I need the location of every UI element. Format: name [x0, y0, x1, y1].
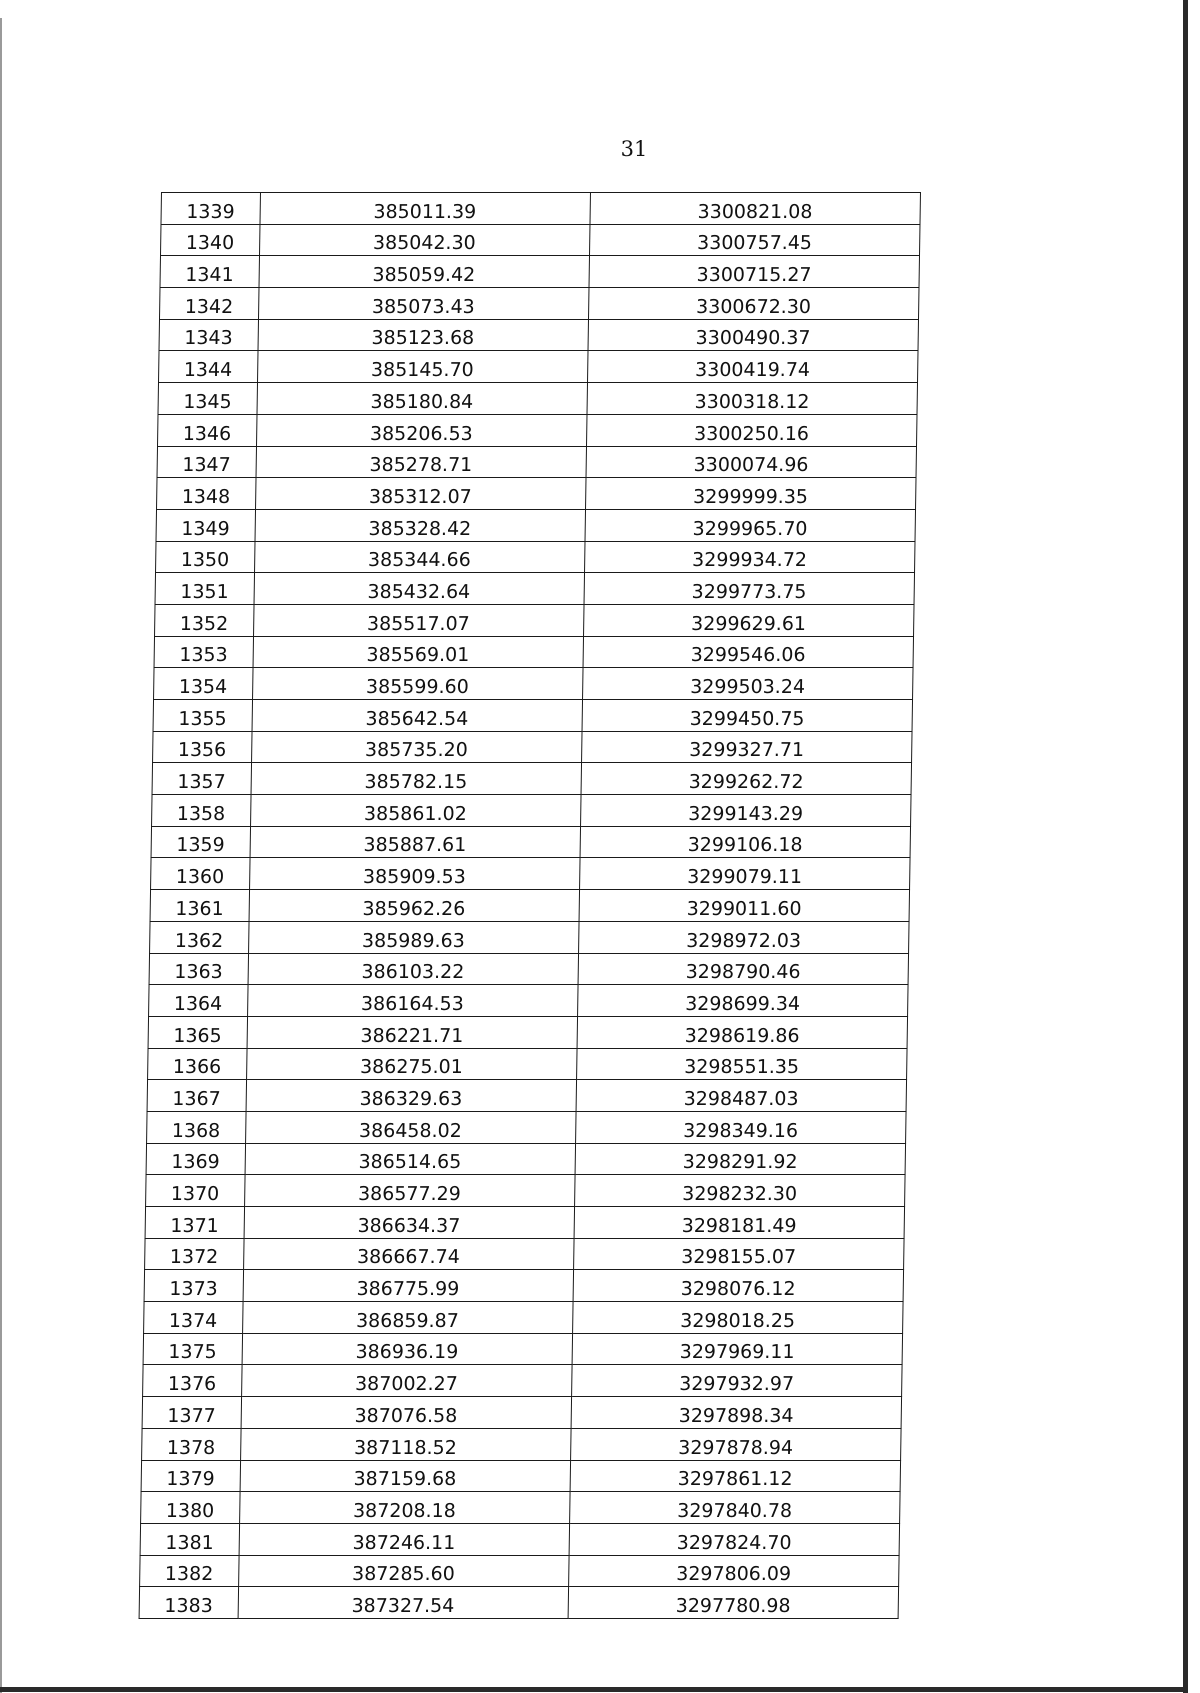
table-row: [142, 1428, 901, 1460]
y-coordinate-cell: 3298181.49: [574, 1207, 905, 1239]
point-id-cell: 1368: [147, 1111, 246, 1143]
table-row: [157, 446, 916, 478]
y-coordinate-cell: 3299450.75: [582, 700, 913, 732]
table-row: [146, 1143, 905, 1175]
x-coordinate-cell: 385145.70: [257, 351, 588, 383]
point-id-cell: 1361: [150, 890, 249, 922]
point-id-cell: 1379: [141, 1460, 240, 1492]
x-coordinate-cell: 385432.64: [254, 573, 585, 605]
point-id-cell: 1359: [151, 826, 250, 858]
y-coordinate-cell: 3300715.27: [589, 256, 920, 288]
coordinate-table: [139, 192, 921, 1619]
page-number: 31: [620, 137, 648, 161]
x-coordinate-cell: 386329.63: [246, 1080, 577, 1112]
table-row: [160, 224, 919, 256]
table-row: [155, 604, 914, 636]
y-coordinate-cell: 3297840.78: [569, 1492, 900, 1524]
point-id-cell: 1374: [144, 1302, 243, 1334]
x-coordinate-cell: 385312.07: [255, 478, 586, 510]
point-id-cell: 1346: [158, 414, 257, 446]
x-coordinate-cell: 386667.74: [243, 1238, 574, 1270]
y-coordinate-cell: 3299106.18: [580, 826, 911, 858]
x-coordinate-cell: 385909.53: [249, 858, 580, 890]
coordinate-table-body: [139, 193, 920, 1619]
table-row: [159, 351, 918, 383]
table-row: [153, 731, 912, 763]
y-coordinate-cell: 3298972.03: [578, 921, 909, 953]
scan-right-edge: [1183, 0, 1188, 1693]
y-coordinate-cell: 3299999.35: [585, 478, 916, 510]
point-id-cell: 1382: [140, 1555, 239, 1587]
table-row: [152, 795, 911, 827]
y-coordinate-cell: 3298076.12: [573, 1270, 904, 1302]
point-id-cell: 1348: [157, 478, 256, 510]
x-coordinate-cell: 386514.65: [245, 1143, 576, 1175]
point-id-cell: 1378: [142, 1428, 241, 1460]
point-id-cell: 1380: [141, 1492, 240, 1524]
y-coordinate-cell: 3297932.97: [571, 1365, 902, 1397]
y-coordinate-cell: 3300318.12: [587, 383, 918, 415]
y-coordinate-cell: 3300419.74: [587, 351, 918, 383]
table-row: [145, 1238, 904, 1270]
y-coordinate-cell: 3298790.46: [578, 953, 909, 985]
table-row: [160, 256, 919, 288]
table-row: [157, 478, 916, 510]
point-id-cell: 1351: [155, 573, 254, 605]
y-coordinate-cell: 3300672.30: [588, 288, 919, 320]
point-id-cell: 1372: [145, 1238, 244, 1270]
y-coordinate-cell: 3297824.70: [569, 1523, 900, 1555]
table-row: [140, 1523, 899, 1555]
y-coordinate-cell: 3298349.16: [575, 1111, 906, 1143]
y-coordinate-cell: 3299546.06: [583, 636, 914, 668]
table-row: [144, 1302, 903, 1334]
table-row: [154, 636, 913, 668]
x-coordinate-cell: 385642.54: [252, 700, 583, 732]
y-coordinate-cell: 3299629.61: [583, 604, 914, 636]
x-coordinate-cell: 387327.54: [238, 1587, 569, 1619]
x-coordinate-cell: 385782.15: [251, 763, 582, 795]
y-coordinate-cell: 3298018.25: [572, 1302, 903, 1334]
table-row: [142, 1397, 901, 1429]
x-coordinate-cell: 385180.84: [257, 383, 588, 415]
table-row: [149, 985, 908, 1017]
y-coordinate-cell: 3300490.37: [588, 319, 919, 351]
point-id-cell: 1345: [158, 383, 257, 415]
x-coordinate-cell: 385962.26: [249, 890, 580, 922]
y-coordinate-cell: 3297878.94: [570, 1428, 901, 1460]
x-coordinate-cell: 385278.71: [256, 446, 587, 478]
x-coordinate-cell: 387159.68: [240, 1460, 571, 1492]
x-coordinate-cell: 385887.61: [250, 826, 581, 858]
table-row: [149, 953, 908, 985]
x-coordinate-cell: 385011.39: [260, 193, 591, 225]
point-id-cell: 1350: [156, 541, 255, 573]
point-id-cell: 1340: [160, 224, 259, 256]
table-row: [146, 1175, 905, 1207]
y-coordinate-cell: 3300074.96: [586, 446, 917, 478]
table-row: [148, 1048, 907, 1080]
scan-bottom-edge: [0, 1687, 1188, 1692]
table-row: [145, 1207, 904, 1239]
table-row: [141, 1460, 900, 1492]
point-id-cell: 1360: [151, 858, 250, 890]
table-row: [141, 1492, 900, 1524]
point-id-cell: 1344: [159, 351, 258, 383]
table-row: [150, 921, 909, 953]
x-coordinate-cell: 387208.18: [239, 1492, 570, 1524]
point-id-cell: 1381: [140, 1523, 239, 1555]
x-coordinate-cell: 386458.02: [245, 1111, 576, 1143]
point-id-cell: 1349: [156, 509, 255, 541]
x-coordinate-cell: 387118.52: [240, 1428, 571, 1460]
x-coordinate-cell: 387076.58: [241, 1397, 572, 1429]
y-coordinate-cell: 3298699.34: [577, 985, 908, 1017]
y-coordinate-cell: 3298155.07: [573, 1238, 904, 1270]
scan-left-edge: [0, 18, 2, 1693]
y-coordinate-cell: 3297806.09: [568, 1555, 899, 1587]
x-coordinate-cell: 385569.01: [253, 636, 584, 668]
point-id-cell: 1341: [160, 256, 259, 288]
table-row: [156, 509, 915, 541]
y-coordinate-cell: 3299011.60: [579, 890, 910, 922]
y-coordinate-cell: 3299079.11: [579, 858, 910, 890]
point-id-cell: 1377: [142, 1397, 241, 1429]
point-id-cell: 1343: [159, 319, 258, 351]
y-coordinate-cell: 3299965.70: [585, 509, 916, 541]
table-row: [161, 193, 920, 225]
x-coordinate-cell: 385735.20: [251, 731, 582, 763]
y-coordinate-cell: 3298551.35: [576, 1048, 907, 1080]
table-row: [158, 383, 917, 415]
y-coordinate-cell: 3299262.72: [581, 763, 912, 795]
y-coordinate-cell: 3300250.16: [586, 414, 917, 446]
point-id-cell: 1354: [154, 668, 253, 700]
table-row: [144, 1270, 903, 1302]
table-row: [156, 541, 915, 573]
x-coordinate-cell: 386775.99: [243, 1270, 574, 1302]
y-coordinate-cell: 3299773.75: [584, 573, 915, 605]
point-id-cell: 1358: [152, 795, 251, 827]
y-coordinate-cell: 3299503.24: [582, 668, 913, 700]
point-id-cell: 1365: [148, 1016, 247, 1048]
table-row: [148, 1016, 907, 1048]
table-row: [147, 1080, 906, 1112]
y-coordinate-cell: 3297861.12: [570, 1460, 901, 1492]
table-row: [147, 1111, 906, 1143]
table-row: [154, 668, 913, 700]
point-id-cell: 1373: [144, 1270, 243, 1302]
table-row: [139, 1587, 898, 1619]
x-coordinate-cell: 386936.19: [242, 1333, 573, 1365]
x-coordinate-cell: 387002.27: [241, 1365, 572, 1397]
table-row: [143, 1365, 902, 1397]
y-coordinate-cell: 3298291.92: [575, 1143, 906, 1175]
table-row: [153, 700, 912, 732]
x-coordinate-cell: 386103.22: [248, 953, 579, 985]
y-coordinate-cell: 3297898.34: [571, 1397, 902, 1429]
table-row: [155, 573, 914, 605]
table-row: [158, 414, 917, 446]
table-row: [159, 319, 918, 351]
x-coordinate-cell: 386221.71: [247, 1016, 578, 1048]
point-id-cell: 1339: [161, 193, 260, 225]
table-row: [151, 826, 910, 858]
x-coordinate-cell: 386634.37: [244, 1207, 575, 1239]
y-coordinate-cell: 3297780.98: [568, 1587, 899, 1619]
point-id-cell: 1362: [150, 921, 249, 953]
y-coordinate-cell: 3300757.45: [589, 224, 920, 256]
x-coordinate-cell: 386577.29: [244, 1175, 575, 1207]
point-id-cell: 1369: [146, 1143, 245, 1175]
y-coordinate-cell: 3297969.11: [572, 1333, 903, 1365]
table-row: [143, 1333, 902, 1365]
point-id-cell: 1370: [146, 1175, 245, 1207]
y-coordinate-cell: 3299934.72: [584, 541, 915, 573]
point-id-cell: 1371: [145, 1207, 244, 1239]
point-id-cell: 1356: [153, 731, 252, 763]
x-coordinate-cell: 386275.01: [246, 1048, 577, 1080]
point-id-cell: 1364: [149, 985, 248, 1017]
point-id-cell: 1383: [139, 1587, 238, 1619]
point-id-cell: 1352: [155, 604, 254, 636]
point-id-cell: 1366: [148, 1048, 247, 1080]
x-coordinate-cell: 385517.07: [253, 604, 584, 636]
y-coordinate-cell: 3298619.86: [577, 1016, 908, 1048]
x-coordinate-cell: 386164.53: [247, 985, 578, 1017]
table-row: [160, 288, 919, 320]
x-coordinate-cell: 385328.42: [255, 509, 586, 541]
x-coordinate-cell: 385861.02: [250, 795, 581, 827]
x-coordinate-cell: 386859.87: [242, 1302, 573, 1334]
point-id-cell: 1375: [143, 1333, 242, 1365]
y-coordinate-cell: 3298232.30: [574, 1175, 905, 1207]
point-id-cell: 1367: [147, 1080, 246, 1112]
x-coordinate-cell: 385599.60: [252, 668, 583, 700]
table-row: [140, 1555, 899, 1587]
x-coordinate-cell: 387285.60: [238, 1555, 569, 1587]
y-coordinate-cell: 3300821.08: [590, 193, 921, 225]
y-coordinate-cell: 3298487.03: [576, 1080, 907, 1112]
point-id-cell: 1355: [153, 700, 252, 732]
point-id-cell: 1363: [149, 953, 248, 985]
table-row: [150, 890, 909, 922]
x-coordinate-cell: 385042.30: [259, 224, 590, 256]
x-coordinate-cell: 385206.53: [256, 414, 587, 446]
x-coordinate-cell: 385344.66: [254, 541, 585, 573]
x-coordinate-cell: 385989.63: [248, 921, 579, 953]
point-id-cell: 1376: [143, 1365, 242, 1397]
table-row: [152, 763, 911, 795]
y-coordinate-cell: 3299327.71: [581, 731, 912, 763]
x-coordinate-cell: 385073.43: [258, 288, 589, 320]
point-id-cell: 1347: [157, 446, 256, 478]
point-id-cell: 1353: [154, 636, 253, 668]
x-coordinate-cell: 385059.42: [259, 256, 590, 288]
point-id-cell: 1357: [152, 763, 251, 795]
table-row: [151, 858, 910, 890]
x-coordinate-cell: 387246.11: [239, 1523, 570, 1555]
y-coordinate-cell: 3299143.29: [580, 795, 911, 827]
x-coordinate-cell: 385123.68: [258, 319, 589, 351]
point-id-cell: 1342: [160, 288, 259, 320]
